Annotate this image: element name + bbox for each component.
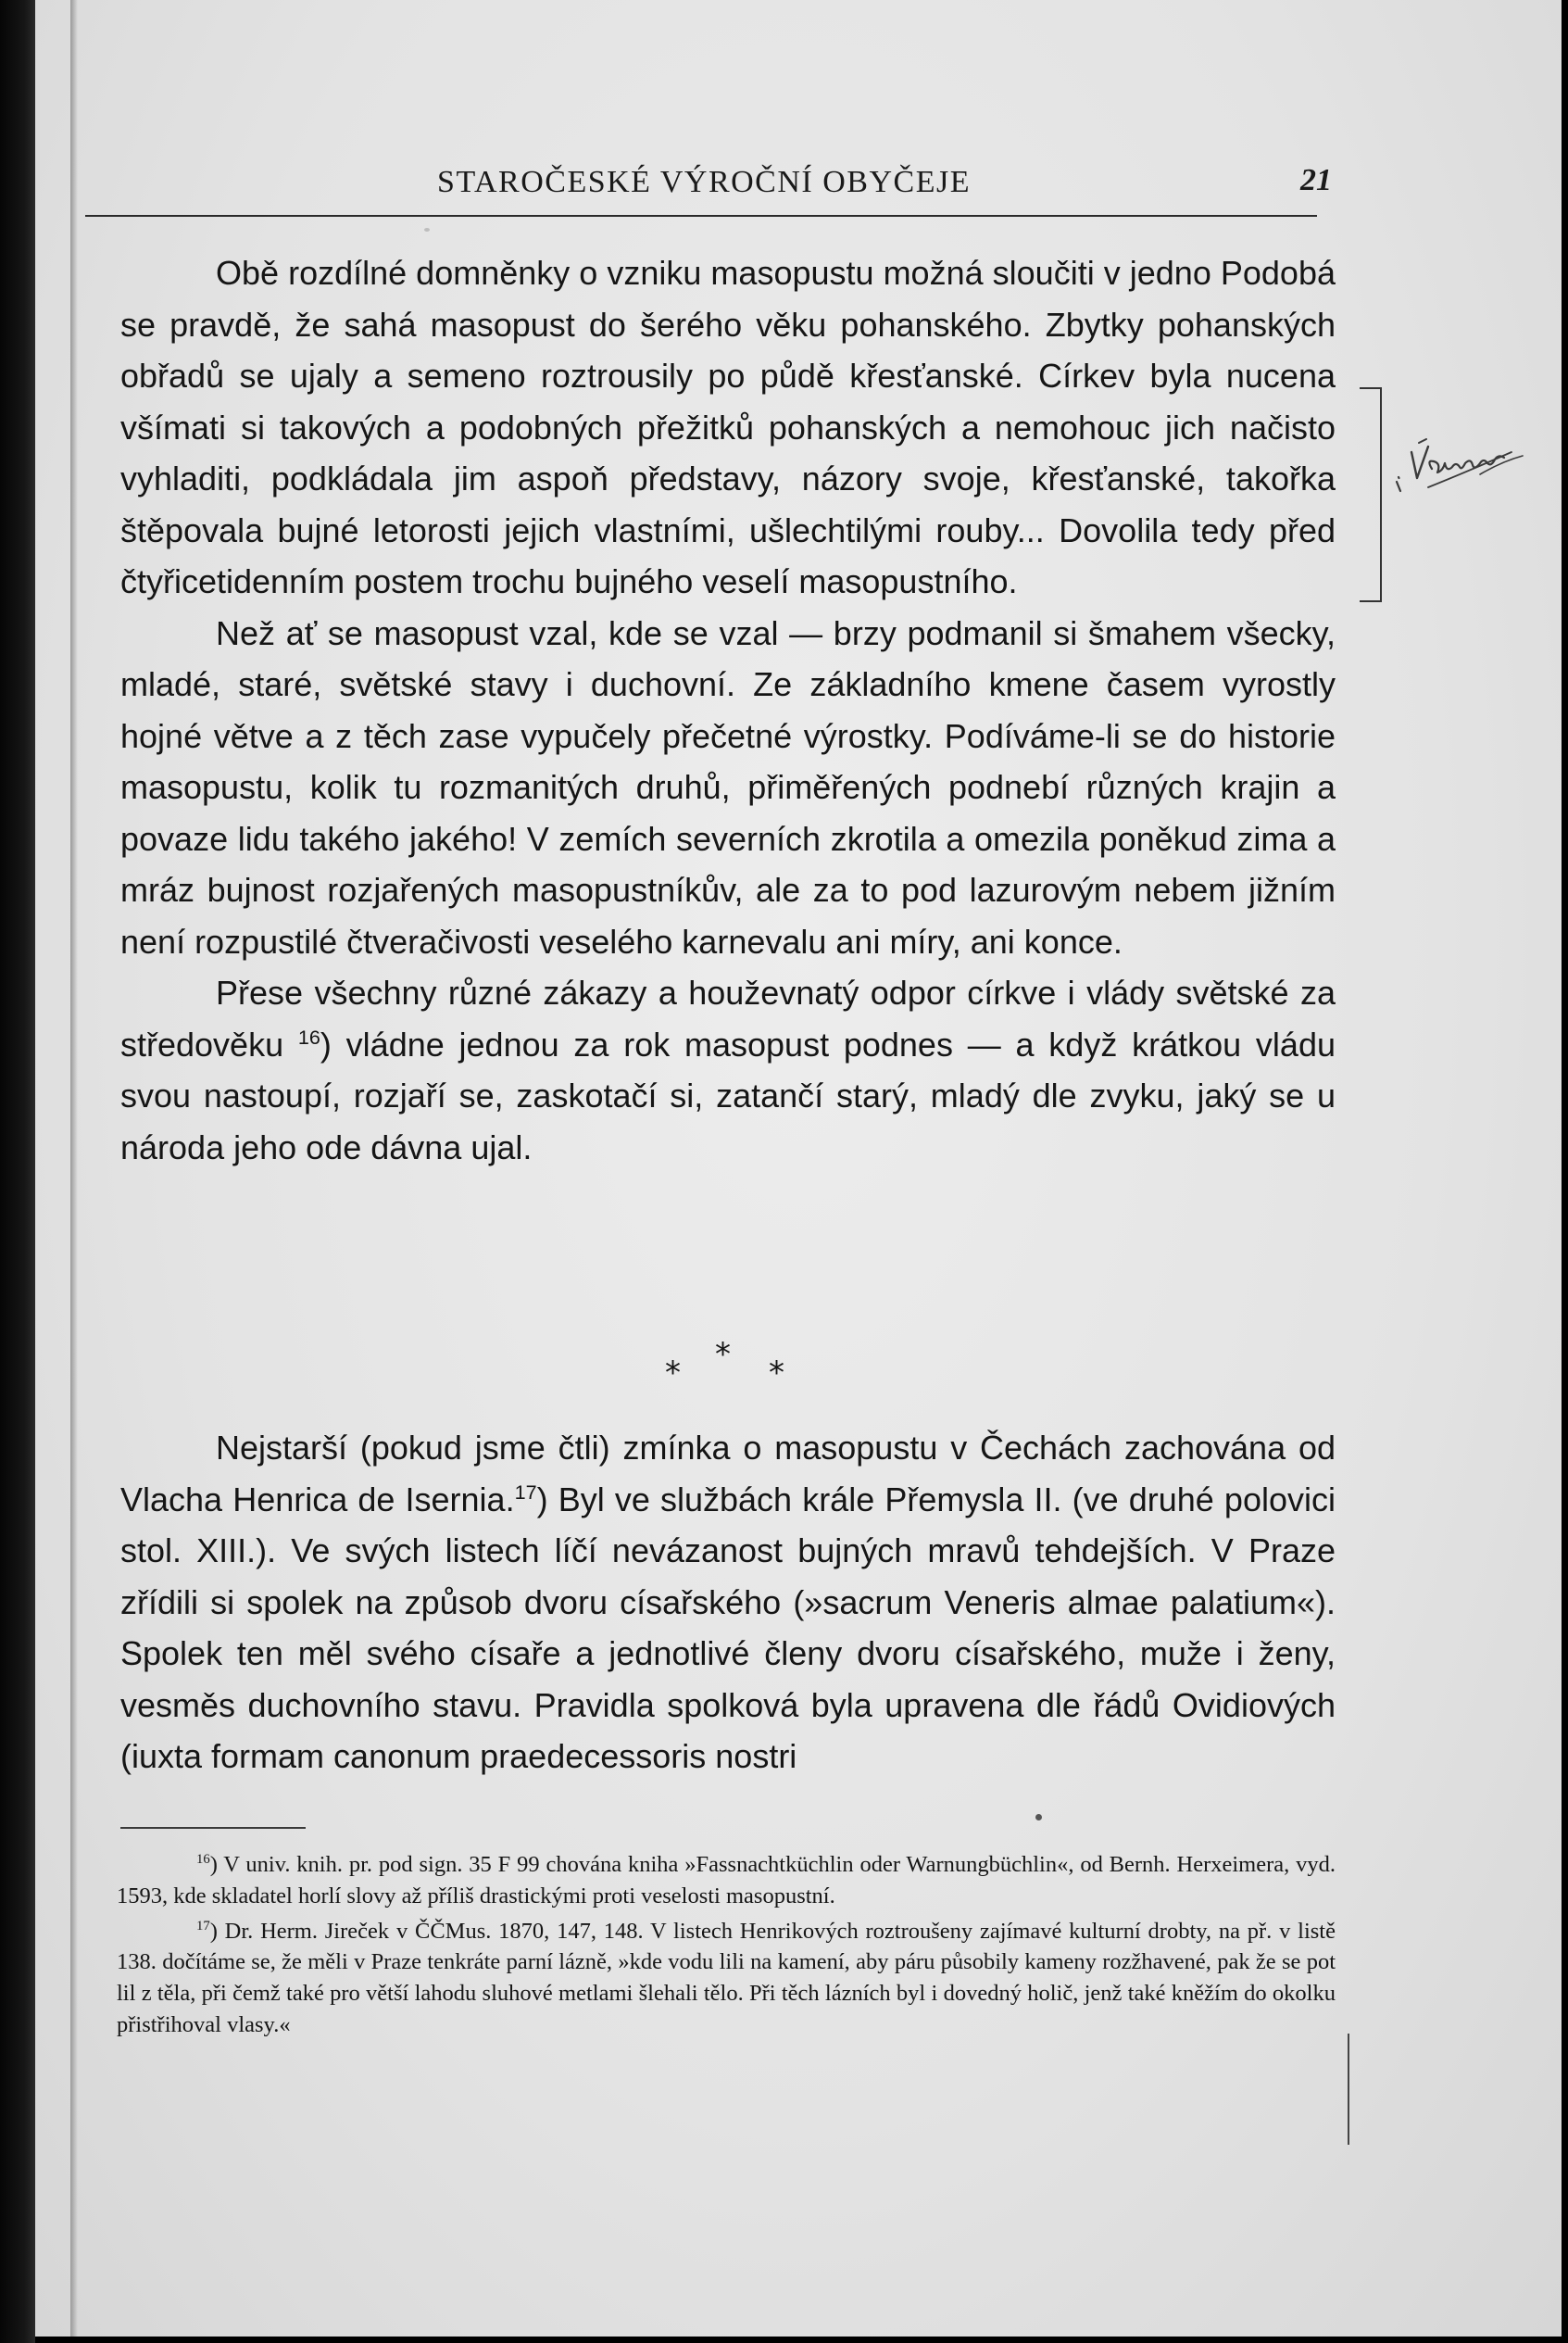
page-header	[83, 159, 1332, 206]
paper-blemish	[1035, 1814, 1042, 1820]
footnote-marker: 17	[196, 1918, 210, 1934]
paragraph-3-text-a: Přese všechny různé zákazy a houževnatý odpor církve i vlády světské za středověku	[120, 974, 1336, 1064]
handwritten-margin-note	[1391, 435, 1530, 528]
page-number: 21	[1300, 163, 1332, 197]
asterisk-top: *	[715, 1336, 731, 1373]
paragraph-2: Než ať se masopust vzal, kde se vzal — brzy podmanil si šmahem všecky, mladé, staré, světské stavy i duchovní. Ze základního kmene časem vyrostly hojné větve a z těch zase vypučely přečetné výrostky. Podíváme-li se do historie masopustu, kolik tu rozmanitých druhů, přiměřených podnebí různých krajin a povaze lidu takého jakého! V zemích severních zkrotila a omezila poněkud zima a mráz bujnost rozjařených masopustníkův, ale za to pod lazurovým nebem jižním není rozpustilé čtveračivosti veselého karnevalu ani míry, ani konce.	[120, 613, 1336, 961]
footnote-text: ) Dr. Herm. Jireček v ČČMus. 1870, 147, 148. V listech Henrikových roztroušeny zajímavé kulturní drobty, na př. v listě 138. dočítáme se, že měli v Praze tenkráte parní lázně, »kde vodu lili na kamení, aby páru působily kameny rozžhavené, pak že se pot lil z těla, při čemž také pro větší lahodu sluhové metlami šlehali tělo. Při těch lázních byl i dovedný holič, jenž také kněžím do okolku přistřihoval vlasy.«	[117, 1918, 1336, 2037]
handwritten-vanoce-icon	[1391, 435, 1530, 528]
paper-blemish	[424, 228, 430, 232]
section-asterism	[639, 1336, 824, 1401]
paragraph-4	[120, 1422, 1336, 1782]
paragraph-1: Obě rozdílné domněnky o vzniku masopustu možná sloučiti v jedno Podobá se pravdě, že sahá masopust do šerého věku pohanského. Zbytky pohanských obřadů se ujaly a semeno roztrousily po půdě křesťanské. Církev byla nucena všímati si takových a podobných přežitků pohanských a nemohouc jich načisto vyhladiti, podkládala jim aspoň představy, názory svoje, křesťanské, takořka štěpovala bujné letorosti jejich vlastními, ušlechtilými rouby... Dovolila tedy před čtyřicetidenním postem trochu bujného veselí masopustního.	[120, 254, 1336, 600]
main-text-lower	[120, 1422, 1336, 1782]
gutter-shading	[70, 0, 78, 2337]
asterisk-right: *	[769, 1354, 784, 1392]
footnote-ref-17: 17	[514, 1480, 537, 1504]
paragraph-3-text-b: ) vládne jednou za rok masopust podnes — a když krátkou vládu svou nastoupí, rozjaří se, zaskotačí si, zatančí starý, mladý dle zvyku, jaký se u národa jeho ode dávna ujal.	[120, 1025, 1336, 1166]
footnote-text: ) V univ. knih. pr. pod sign. 35 F 99 chována kniha »Fassnachtküchlin oder Warnungbüchlin«, od Bernh. Herxeimera, vyd. 1593, kde skladatel horlí slovy až příliš drastickými proti veselosti masopustní.	[117, 1852, 1336, 1908]
book-spine-shadow	[0, 0, 35, 2343]
running-title: STAROČESKÉ VÝROČNÍ OBYČEJE	[437, 165, 971, 199]
margin-bar-mark	[1348, 2034, 1349, 2145]
footnote-16	[117, 1849, 1336, 1912]
footnote-marker: 16	[196, 1851, 210, 1867]
margin-bracket-mark	[1369, 387, 1382, 602]
main-text-upper	[120, 247, 1336, 1173]
footnote-rule	[120, 1827, 306, 1829]
footnote-17	[117, 1916, 1336, 2041]
paragraph-4-text-a: Nejstarší (pokud jsme čtli) zmínka o masopustu v Čechách zachována od Vlacha Henrica de Isernia.	[120, 1429, 1336, 1518]
asterisk-left: *	[665, 1354, 681, 1392]
footnotes	[117, 1849, 1336, 2045]
paragraph-3	[120, 967, 1336, 1173]
paragraph-4-text-b: ) Byl ve službách krále Přemysla II. (ve druhé polovici stol. XIII.). Ve svých listech líčí nevázanost bujných mravů tehdejších. V Praze zřídili si spolek na způsob dvoru císařského (»sacrum Veneris almae palatium«). Spolek ten měl svého císaře a jednotlivé členy dvoru císařského, muže i ženy, vesměs duchovního stavu. Pravidla spolková byla upravena dle řádů Ovidiových (iuxta formam canonum praedecessoris nostri	[120, 1480, 1336, 1775]
footnote-ref-16: 16	[297, 1025, 320, 1049]
header-rule	[85, 215, 1317, 217]
